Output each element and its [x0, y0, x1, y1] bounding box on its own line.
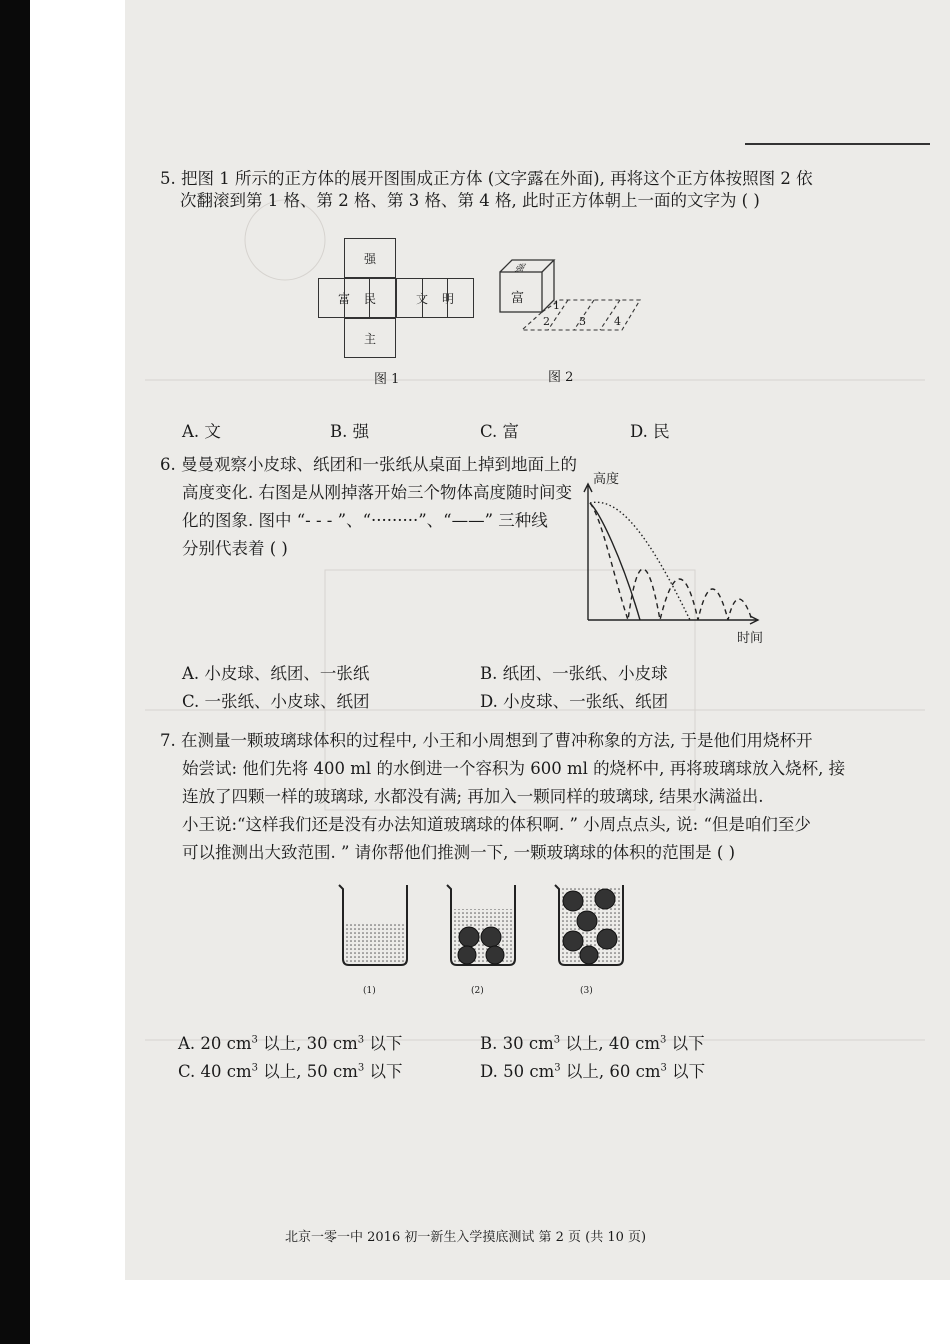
q7-option-c[interactable]: C. 40 $cm^3$ 以上, 50 $cm^3$ 以下 — [178, 1062, 403, 1081]
beaker-label-3: (3) — [580, 986, 593, 996]
dotted-curve — [590, 502, 690, 620]
dashed-curve — [590, 503, 752, 620]
q5-line-2: 次翻滚到第 1 格、第 2 格、第 3 格、第 4 格, 此时正方体朝上一面的文字为 ( ) — [180, 191, 760, 210]
scan-edge-dark — [0, 0, 30, 1344]
q7-line-1: 7. 在测量一颗玻璃球体积的过程中, 小王和小周想到了曹冲称象的方法, 于是他们用烧杯开 — [160, 731, 813, 750]
beaker-label-1: (1) — [363, 986, 376, 996]
q6-line-1: 6. 曼曼观察小皮球、纸团和一张纸从桌面上掉到地面上的 — [160, 455, 577, 474]
fig1-caption: 图 1 — [374, 372, 400, 387]
q7-option-a[interactable]: A. 20 $cm^3$ 以上, 30 $cm^3$ 以下 — [178, 1034, 403, 1053]
q6-option-b[interactable]: B. 纸团、一张纸、小皮球 — [480, 664, 668, 683]
scan-edge-margin — [30, 0, 125, 1344]
beaker-label-2: (2) — [471, 986, 484, 996]
q7-option-d[interactable]: D. 50 $cm^3$ 以上, 60 $cm^3$ 以下 — [480, 1062, 706, 1081]
height-time-graph — [580, 478, 780, 638]
net-cell-right-1: 文 — [396, 278, 448, 318]
scan-bottom-margin — [125, 1280, 950, 1344]
solid-curve — [590, 503, 640, 620]
q6-option-a[interactable]: A. 小皮球、纸团、一张纸 — [182, 664, 370, 683]
net-cell-right-2: 明 — [422, 278, 474, 318]
fig2-cell-4: 4 — [614, 315, 621, 328]
net-cell-top: 强 — [344, 238, 396, 278]
beakers-figure — [325, 875, 625, 975]
q6-option-d[interactable]: D. 小皮球、一张纸、纸团 — [480, 692, 669, 711]
q6-line-4: 分别代表着 ( ) — [182, 539, 288, 558]
fig2-cell-2: 2 — [543, 315, 550, 328]
q6-line-2: 高度变化. 右图是从刚掉落开始三个物体高度随时间变 — [182, 483, 572, 502]
net-cell-left: 富 — [318, 278, 370, 318]
beaker-3 — [555, 885, 623, 965]
graph-xlabel: 时间 — [737, 631, 764, 646]
beaker-2 — [447, 885, 515, 965]
fig2-cell-1: 1 — [553, 299, 560, 312]
q5-option-a[interactable]: A. 文 — [182, 422, 221, 441]
net-cell-center: 民 — [344, 278, 396, 318]
net-cell-bottom: 主 — [344, 318, 396, 358]
q6-option-c[interactable]: C. 一张纸、小皮球、纸团 — [182, 692, 370, 711]
q5-line-1: 5. 把图 1 所示的正方体的展开图围成正方体 (文字露在外面), 再将这个正方体按照图 2 依 — [160, 169, 813, 188]
q5-option-b[interactable]: B. 强 — [330, 422, 370, 441]
fig2-caption: 图 2 — [548, 370, 574, 385]
page-footer: 北京一零一中 2016 初一新生入学摸底测试 第 2 页 (共 10 页) — [285, 1230, 647, 1245]
beaker-1 — [339, 885, 407, 965]
q7-line-2: 始尝试: 他们先将 400 ml 的水倒进一个容积为 600 ml 的烧杯中, 再将玻璃球放入烧杯, 接 — [182, 759, 846, 778]
q7-line-3: 连放了四颗一样的玻璃球, 水都没有满; 再加入一颗同样的玻璃球, 结果水满溢出. — [182, 787, 764, 806]
q7-line-5: 可以推测出大致范围. ” 请你帮他们推测一下, 一颗玻璃球的体积的范围是 ( ) — [182, 843, 736, 862]
q5-option-d[interactable]: D. 民 — [630, 422, 670, 441]
graph-ylabel: 高度 — [593, 472, 620, 487]
fig2-front-face: 富 — [511, 291, 525, 306]
q5-option-c[interactable]: C. 富 — [480, 422, 520, 441]
fig2-top-face: 强 — [512, 264, 528, 274]
q6-line-3: 化的图象. 图中 “- - - ”、“·········”、“——” 三种线 — [182, 511, 548, 530]
q7-option-b[interactable]: B. 30 $cm^3$ 以上, 40 $cm^3$ 以下 — [480, 1034, 705, 1053]
fig2-cell-3: 3 — [579, 315, 586, 328]
q7-line-4: 小王说:“这样我们还是没有办法知道玻璃球的体积啊. ” 小周点点头, 说: “但是咱们至少 — [182, 815, 811, 834]
